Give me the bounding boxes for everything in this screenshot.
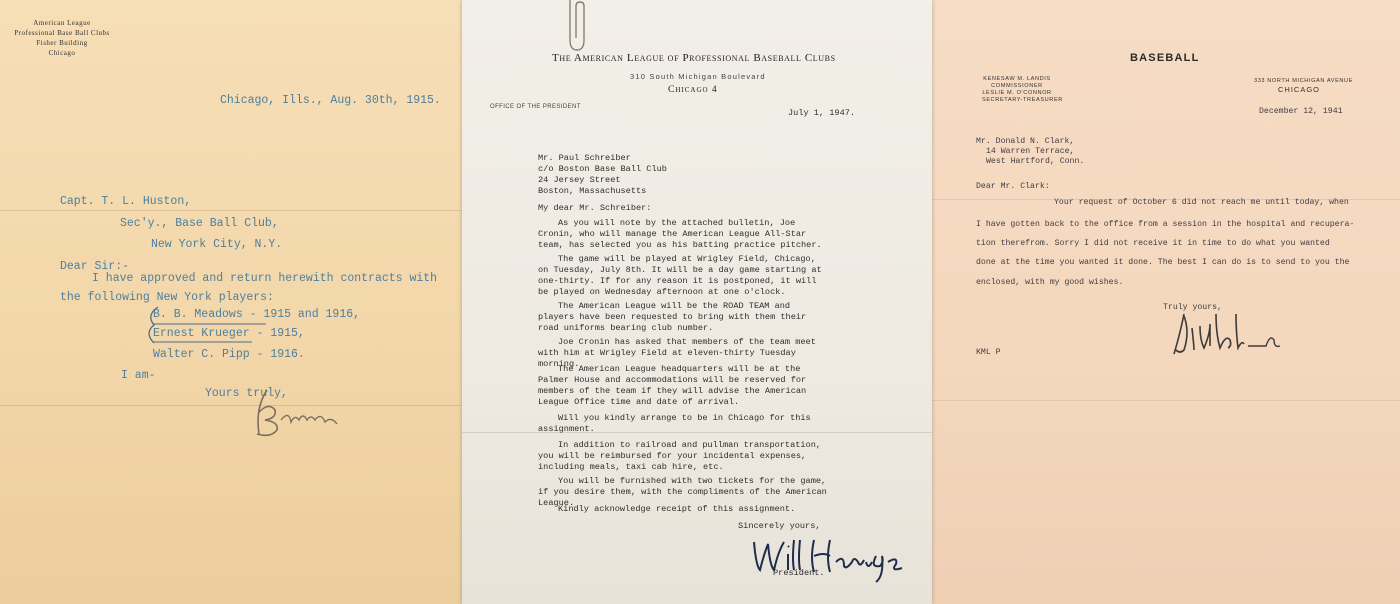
letterhead-title: The American League of Professional Baseball Clubs [552, 52, 836, 64]
officer-line: LESLIE M. O'CONNOR [982, 90, 1052, 96]
letter-american-league-1915 [0, 0, 462, 604]
recipient-line: Capt. T. L. Huston, [60, 195, 192, 208]
recipient-line: 24 Jersey Street [538, 175, 621, 185]
player-line: B. B. Meadows - 1915 and 1916, [153, 308, 361, 321]
letterhead-line: Fisher Building [36, 39, 88, 47]
recipient-line: West Hartford, Conn. [986, 157, 1085, 166]
letterhead-line: Chicago [48, 49, 76, 57]
body-line: I have approved and return herewith contracts with [92, 272, 438, 285]
letterhead-address [1254, 78, 1354, 94]
salutation: Dear Mr. Clark: [976, 182, 1050, 191]
letter-american-league-1947 [462, 0, 932, 604]
letterhead-line: Professional Base Ball Clubs [14, 29, 110, 37]
paper-clip-icon [562, 0, 592, 55]
paragraph: The American League will be the ROAD TEAM and players have been requested to bring with them their road uniforms bearing club number. [538, 301, 807, 333]
recipient-line: Mr. Paul Schreiber [538, 153, 631, 163]
signature-k-m-landis [1170, 310, 1340, 360]
body-line: enclosed, with my good wishes. [976, 278, 1124, 287]
letterhead [2, 18, 122, 58]
letter-date: July 1, 1947. [788, 108, 856, 118]
paragraph: As you will note by the attached bulletin, Joe Cronin, who will manage the American League All-Star team, has selected you as his batting practice pitcher. [538, 218, 822, 250]
player-line: Walter C. Pipp - 1916. [153, 348, 305, 361]
letter-date: December 12, 1941 [1259, 107, 1343, 116]
paragraph: You will be furnished with two tickets for the game, if you desire them, with the compliments of the American League. [538, 476, 827, 508]
signer-title: President. [773, 568, 825, 578]
recipient-line: Mr. Donald N. Clark, [976, 137, 1075, 146]
letterhead-address: 310 South Michigan Boulevard [630, 72, 766, 81]
recipient-line: 14 Warren Terrace, [986, 147, 1075, 156]
salutation: Dear Sir:- [60, 260, 130, 273]
recipient-line: Sec'y., Base Ball Club, [120, 217, 279, 230]
address-line: CHICAGO [1277, 85, 1320, 94]
recipient-line: New York City, N.Y. [151, 238, 283, 251]
paragraph: Joe Cronin has asked that members of the team meet with him at Wrigley Field at eleven-thirty Tuesday morning. [538, 337, 816, 369]
letter-date: Chicago, Ills., Aug. 30th, 1915. [220, 94, 441, 107]
officer-line: KENESAW M. LANDIS [983, 76, 1051, 82]
paragraph: In addition to railroad and pullman transportation, you will be reimbursed for your incidental expenses, including meals, taxi cab hire, etc. [538, 440, 822, 472]
salutation: My dear Mr. Schreiber: [538, 203, 652, 213]
body-line: Your request of October 6 did not reach me until today, when [1054, 198, 1349, 207]
signature-b-johnson [245, 384, 355, 444]
office-label: OFFICE OF THE PRESIDENT [490, 104, 581, 110]
closing-line: I am- [121, 369, 156, 382]
closing: Truly yours, [1163, 303, 1222, 312]
typist-initials: KML P [976, 348, 1001, 357]
body-line: I have gotten back to the office from a session in the hospital and recupera- [976, 220, 1355, 229]
letterhead-city: Chicago 4 [668, 85, 718, 95]
letterhead-title: BASEBALL [1130, 52, 1200, 64]
officer-line: SECRETARY-TREASURER [982, 97, 1063, 103]
recipient-line: Boston, Massachusetts [538, 186, 647, 196]
officer-line: COMMISSIONER [991, 83, 1043, 89]
address-line: 333 NORTH MICHIGAN AVENUE [1254, 78, 1354, 84]
recipient-line: c/o Boston Base Ball Club [538, 164, 667, 174]
paragraph: The American League headquarters will be at the Palmer House and accommodations will be reserved for members of the team if they will advise the American League Office time and date of arrival. [538, 364, 807, 407]
paragraph: Kindly acknowledge receipt of this assignment. [558, 504, 796, 514]
body-line: done at the time you wanted it done. The best I can do is to send to you the [976, 258, 1350, 267]
pencil-bracket-marks [140, 303, 290, 347]
body-line: the following New York players: [60, 291, 274, 304]
letter-baseball-commissioner-1941 [932, 0, 1400, 604]
letterhead-line: American League [33, 19, 91, 27]
body-line: tion therefrom. Sorry I did not receive it in time to do what you wanted [976, 239, 1330, 248]
letterhead-officers [982, 76, 1063, 104]
closing: Sincerely yours, [738, 521, 821, 531]
paragraph: Will you kindly arrange to be in Chicago for this assignment. [538, 413, 811, 434]
closing-line: Yours truly, [205, 387, 288, 400]
player-line: Ernest Krueger - 1915, [153, 327, 305, 340]
paragraph: The game will be played at Wrigley Field, Chicago, on Tuesday, July 8th. It will be a day game starting at one-thirty. If for any reason it is postponed, it will be played on Wednesday afternoon at one o'clock. [538, 254, 822, 297]
